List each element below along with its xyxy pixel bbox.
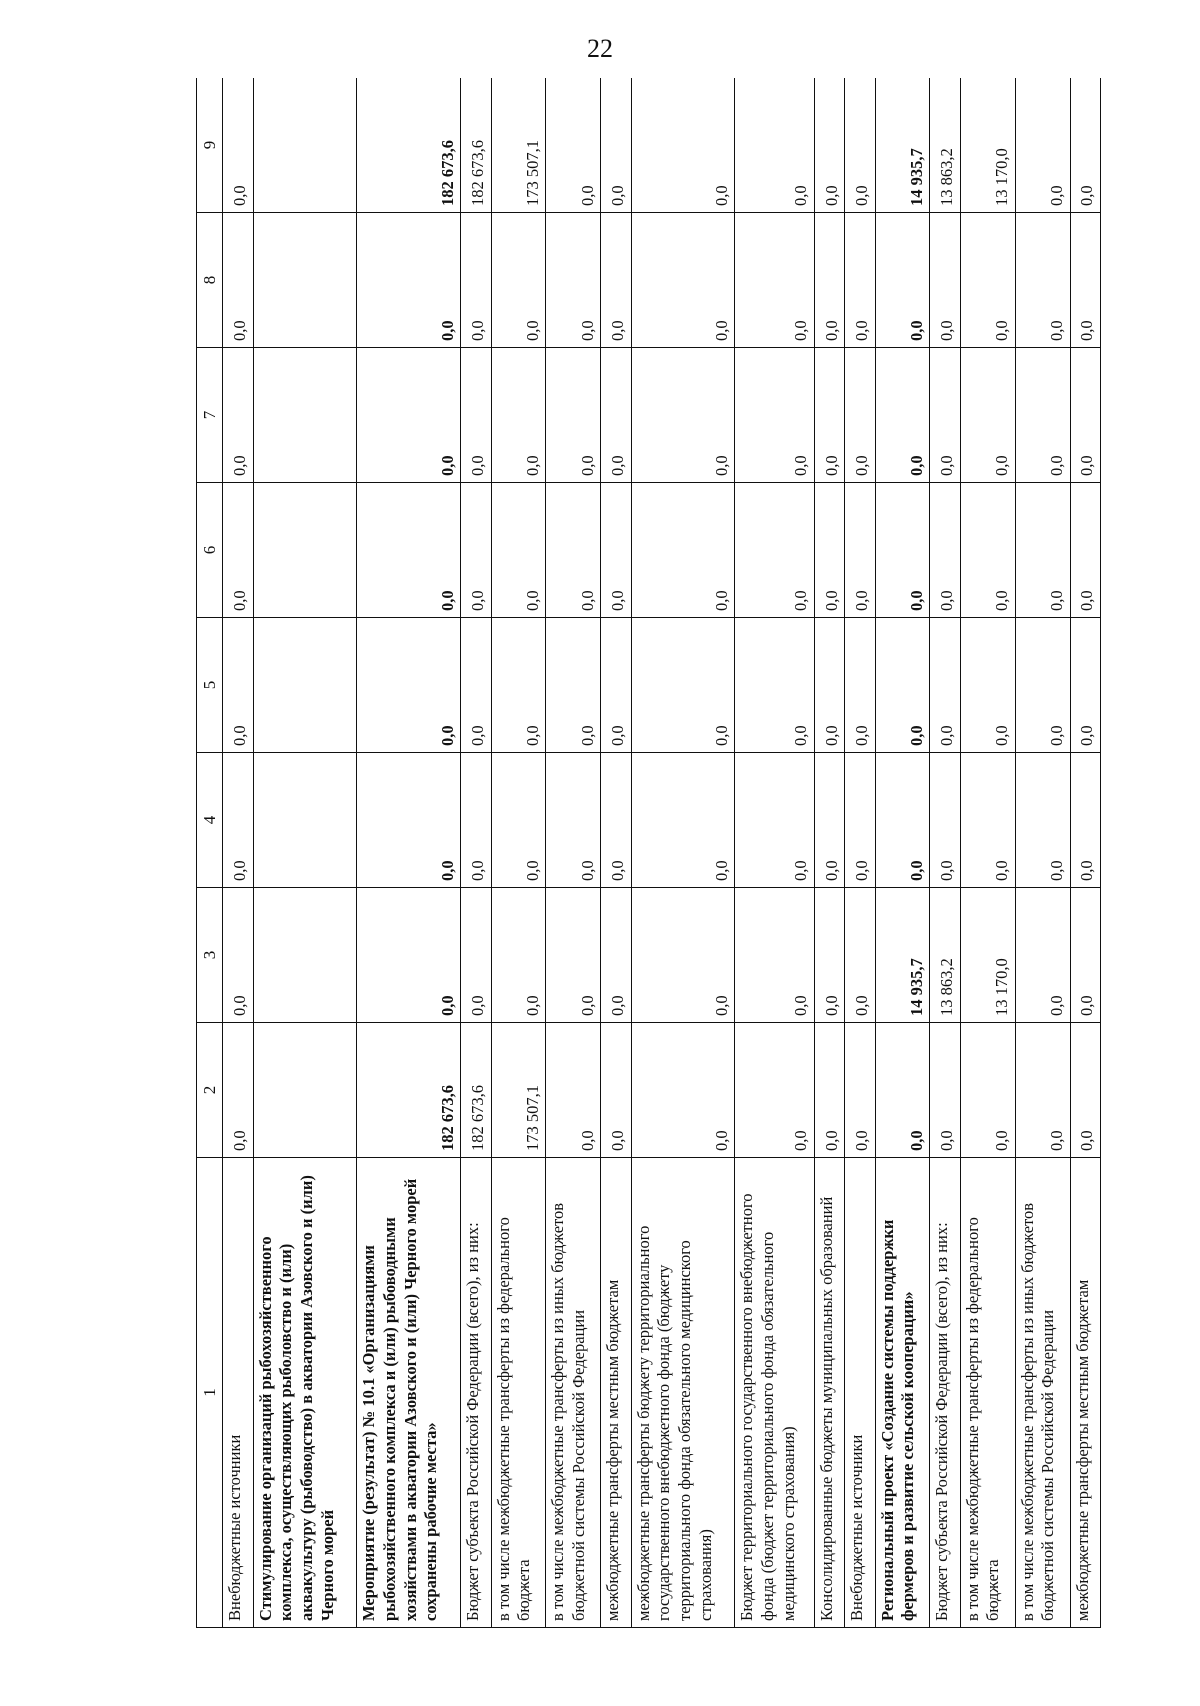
value-cell-col-9: 0,0 [845, 78, 875, 213]
value-cell-col-6: 0,0 [461, 483, 491, 618]
value-cell-col-7: 0,0 [601, 348, 631, 483]
row-label: в том числе межбюджетные трансферты из федерального бюджета [491, 1158, 546, 1628]
value-cell-col-6: 0,0 [1015, 483, 1070, 618]
table-row [930, 78, 960, 1628]
value-cell-col-4 [253, 753, 357, 888]
value-cell-col-8: 0,0 [601, 213, 631, 348]
row-label: в том числе межбюджетные трансферты из федерального бюджета [960, 1158, 1015, 1628]
value-cell-col-2: 0,0 [735, 1023, 814, 1158]
table-viewport [196, 78, 1101, 1628]
row-label: Внебюджетные источники [223, 1158, 253, 1628]
table-header-row [197, 78, 223, 1628]
value-cell-col-3: 0,0 [546, 888, 601, 1023]
value-cell-col-2: 0,0 [814, 1023, 844, 1158]
value-cell-col-8: 0,0 [735, 213, 814, 348]
table-row [253, 78, 357, 1628]
value-cell-col-4: 0,0 [875, 753, 930, 888]
value-cell-col-8: 0,0 [930, 213, 960, 348]
value-cell-col-8: 0,0 [461, 213, 491, 348]
value-cell-col-3: 0,0 [1015, 888, 1070, 1023]
table-row [1015, 78, 1070, 1628]
value-cell-col-8: 0,0 [631, 213, 735, 348]
value-cell-col-3: 13 170,0 [960, 888, 1015, 1023]
value-cell-col-2: 0,0 [960, 1023, 1015, 1158]
table-body [223, 78, 1101, 1628]
value-cell-col-9 [253, 78, 357, 213]
value-cell-col-5: 0,0 [1015, 618, 1070, 753]
value-cell-col-3: 0,0 [357, 888, 461, 1023]
value-cell-col-8: 0,0 [223, 213, 253, 348]
value-cell-col-4: 0,0 [461, 753, 491, 888]
table-row [631, 78, 735, 1628]
value-cell-col-2: 0,0 [601, 1023, 631, 1158]
value-cell-col-4: 0,0 [357, 753, 461, 888]
row-label: Бюджет субъекта Российской Федерации (всего), из них: [930, 1158, 960, 1628]
rotated-table-container [196, 78, 1101, 1628]
value-cell-col-7: 0,0 [223, 348, 253, 483]
value-cell-col-5: 0,0 [960, 618, 1015, 753]
table-row [461, 78, 491, 1628]
value-cell-col-5: 0,0 [875, 618, 930, 753]
value-cell-col-5: 0,0 [461, 618, 491, 753]
value-cell-col-8: 0,0 [491, 213, 546, 348]
value-cell-col-8 [253, 213, 357, 348]
value-cell-col-9: 0,0 [814, 78, 844, 213]
value-cell-col-5: 0,0 [491, 618, 546, 753]
value-cell-col-9: 13 170,0 [960, 78, 1015, 213]
header-cell-6: 6 [197, 483, 223, 618]
value-cell-col-3 [253, 888, 357, 1023]
row-label: в том числе межбюджетные трансферты из иных бюджетов бюджетной системы Российской Федерации [1015, 1158, 1070, 1628]
value-cell-col-7: 0,0 [814, 348, 844, 483]
value-cell-col-2: 0,0 [223, 1023, 253, 1158]
value-cell-col-7: 0,0 [546, 348, 601, 483]
value-cell-col-7: 0,0 [1015, 348, 1070, 483]
row-label: межбюджетные трансферты бюджету территориального государственного внебюджетного фонда (бюджету территориального фонда обязательного медицинского страхования) [631, 1158, 735, 1628]
value-cell-col-7: 0,0 [461, 348, 491, 483]
value-cell-col-6: 0,0 [223, 483, 253, 618]
value-cell-col-4: 0,0 [223, 753, 253, 888]
value-cell-col-3: 13 863,2 [930, 888, 960, 1023]
budget-table [196, 78, 1101, 1628]
table-row [875, 78, 930, 1628]
value-cell-col-3: 0,0 [845, 888, 875, 1023]
value-cell-col-3: 0,0 [631, 888, 735, 1023]
value-cell-col-9: 13 863,2 [930, 78, 960, 213]
value-cell-col-3: 14 935,7 [875, 888, 930, 1023]
row-label: Региональный проект «Создание системы поддержки фермеров и развитие сельской кооперации» [875, 1158, 930, 1628]
header-cell-5: 5 [197, 618, 223, 753]
value-cell-col-9: 173 507,1 [491, 78, 546, 213]
value-cell-col-9: 182 673,6 [357, 78, 461, 213]
value-cell-col-6: 0,0 [875, 483, 930, 618]
value-cell-col-4: 0,0 [546, 753, 601, 888]
value-cell-col-7 [253, 348, 357, 483]
row-label: Внебюджетные источники [845, 1158, 875, 1628]
table-row [223, 78, 253, 1628]
value-cell-col-8: 0,0 [546, 213, 601, 348]
value-cell-col-8: 0,0 [357, 213, 461, 348]
value-cell-col-2: 0,0 [930, 1023, 960, 1158]
value-cell-col-9: 0,0 [735, 78, 814, 213]
value-cell-col-6: 0,0 [601, 483, 631, 618]
value-cell-col-4: 0,0 [491, 753, 546, 888]
header-cell-3: 3 [197, 888, 223, 1023]
value-cell-col-9: 0,0 [631, 78, 735, 213]
header-cell-2: 2 [197, 1023, 223, 1158]
value-cell-col-5: 0,0 [845, 618, 875, 753]
value-cell-col-5 [253, 618, 357, 753]
value-cell-col-9: 182 673,6 [461, 78, 491, 213]
value-cell-col-5: 0,0 [546, 618, 601, 753]
row-label: Стимулирование организаций рыбохозяйственного комплекса, осуществляющих рыболовство и (или) аквакультуру (рыбоводство) в акватории Азовского и (или) Черного морей [253, 1158, 357, 1628]
value-cell-col-4: 0,0 [845, 753, 875, 888]
value-cell-col-7: 0,0 [357, 348, 461, 483]
value-cell-col-6: 0,0 [735, 483, 814, 618]
value-cell-col-6: 0,0 [357, 483, 461, 618]
value-cell-col-9: 14 935,7 [875, 78, 930, 213]
value-cell-col-8: 0,0 [845, 213, 875, 348]
value-cell-col-2: 0,0 [631, 1023, 735, 1158]
value-cell-col-6: 0,0 [960, 483, 1015, 618]
value-cell-col-7: 0,0 [845, 348, 875, 483]
value-cell-col-5: 0,0 [735, 618, 814, 753]
value-cell-col-7: 0,0 [1070, 348, 1100, 483]
value-cell-col-5: 0,0 [814, 618, 844, 753]
value-cell-col-3: 0,0 [491, 888, 546, 1023]
value-cell-col-9: 0,0 [1015, 78, 1070, 213]
value-cell-col-9: 0,0 [601, 78, 631, 213]
value-cell-col-4: 0,0 [960, 753, 1015, 888]
value-cell-col-8: 0,0 [1070, 213, 1100, 348]
value-cell-col-8: 0,0 [814, 213, 844, 348]
value-cell-col-2: 0,0 [875, 1023, 930, 1158]
table-row [546, 78, 601, 1628]
table-row [1070, 78, 1100, 1628]
value-cell-col-6: 0,0 [491, 483, 546, 618]
value-cell-col-8: 0,0 [960, 213, 1015, 348]
value-cell-col-8: 0,0 [1015, 213, 1070, 348]
value-cell-col-6: 0,0 [1070, 483, 1100, 618]
value-cell-col-5: 0,0 [601, 618, 631, 753]
header-cell-8: 8 [197, 213, 223, 348]
value-cell-col-7: 0,0 [735, 348, 814, 483]
row-label: межбюджетные трансферты местным бюджетам [601, 1158, 631, 1628]
value-cell-col-6 [253, 483, 357, 618]
value-cell-col-2: 0,0 [1015, 1023, 1070, 1158]
value-cell-col-4: 0,0 [735, 753, 814, 888]
value-cell-col-7: 0,0 [930, 348, 960, 483]
value-cell-col-3: 0,0 [735, 888, 814, 1023]
value-cell-col-4: 0,0 [631, 753, 735, 888]
value-cell-col-4: 0,0 [1015, 753, 1070, 888]
header-cell-4: 4 [197, 753, 223, 888]
value-cell-col-5: 0,0 [357, 618, 461, 753]
value-cell-col-6: 0,0 [631, 483, 735, 618]
value-cell-col-5: 0,0 [1070, 618, 1100, 753]
row-label: в том числе межбюджетные трансферты из иных бюджетов бюджетной системы Российской Федерации [546, 1158, 601, 1628]
header-cell-7: 7 [197, 348, 223, 483]
value-cell-col-2: 182 673,6 [461, 1023, 491, 1158]
value-cell-col-2: 0,0 [845, 1023, 875, 1158]
table-row [491, 78, 546, 1628]
value-cell-col-7: 0,0 [875, 348, 930, 483]
table-row [845, 78, 875, 1628]
row-label: межбюджетные трансферты местным бюджетам [1070, 1158, 1100, 1628]
table-row [735, 78, 814, 1628]
value-cell-col-2: 173 507,1 [491, 1023, 546, 1158]
value-cell-col-8: 0,0 [875, 213, 930, 348]
value-cell-col-3: 0,0 [814, 888, 844, 1023]
header-cell-1: 1 [197, 1158, 223, 1628]
page-number: 22 [587, 34, 613, 63]
value-cell-col-6: 0,0 [845, 483, 875, 618]
value-cell-col-6: 0,0 [930, 483, 960, 618]
value-cell-col-9: 0,0 [546, 78, 601, 213]
value-cell-col-4: 0,0 [814, 753, 844, 888]
table-row [960, 78, 1015, 1628]
value-cell-col-2: 182 673,6 [357, 1023, 461, 1158]
row-label: Бюджет территориального государственного внебюджетного фонда (бюджет территориального фонда обязательного медицинского страхования) [735, 1158, 814, 1628]
row-label: Мероприятие (результат) № 10.1 «Организациями рыбохозяйственного комплекса и (или) рыбоводными хозяйствами в акватории Азовского и (или) Черного морей сохранены рабочие места» [357, 1158, 461, 1628]
table-row [814, 78, 844, 1628]
value-cell-col-4: 0,0 [601, 753, 631, 888]
value-cell-col-3: 0,0 [601, 888, 631, 1023]
value-cell-col-5: 0,0 [223, 618, 253, 753]
row-label: Консолидированные бюджеты муниципальных образований [814, 1158, 844, 1628]
header-cell-9: 9 [197, 78, 223, 213]
value-cell-col-4: 0,0 [1070, 753, 1100, 888]
value-cell-col-4: 0,0 [930, 753, 960, 888]
value-cell-col-2: 0,0 [1070, 1023, 1100, 1158]
value-cell-col-2 [253, 1023, 357, 1158]
table-row [601, 78, 631, 1628]
value-cell-col-7: 0,0 [491, 348, 546, 483]
table-row [357, 78, 461, 1628]
value-cell-col-3: 0,0 [223, 888, 253, 1023]
value-cell-col-3: 0,0 [1070, 888, 1100, 1023]
value-cell-col-2: 0,0 [546, 1023, 601, 1158]
row-label: Бюджет субъекта Российской Федерации (всего), из них: [461, 1158, 491, 1628]
value-cell-col-7: 0,0 [631, 348, 735, 483]
value-cell-col-6: 0,0 [546, 483, 601, 618]
value-cell-col-5: 0,0 [631, 618, 735, 753]
value-cell-col-3: 0,0 [461, 888, 491, 1023]
value-cell-col-6: 0,0 [814, 483, 844, 618]
value-cell-col-9: 0,0 [1070, 78, 1100, 213]
value-cell-col-7: 0,0 [960, 348, 1015, 483]
value-cell-col-9: 0,0 [223, 78, 253, 213]
value-cell-col-5: 0,0 [930, 618, 960, 753]
